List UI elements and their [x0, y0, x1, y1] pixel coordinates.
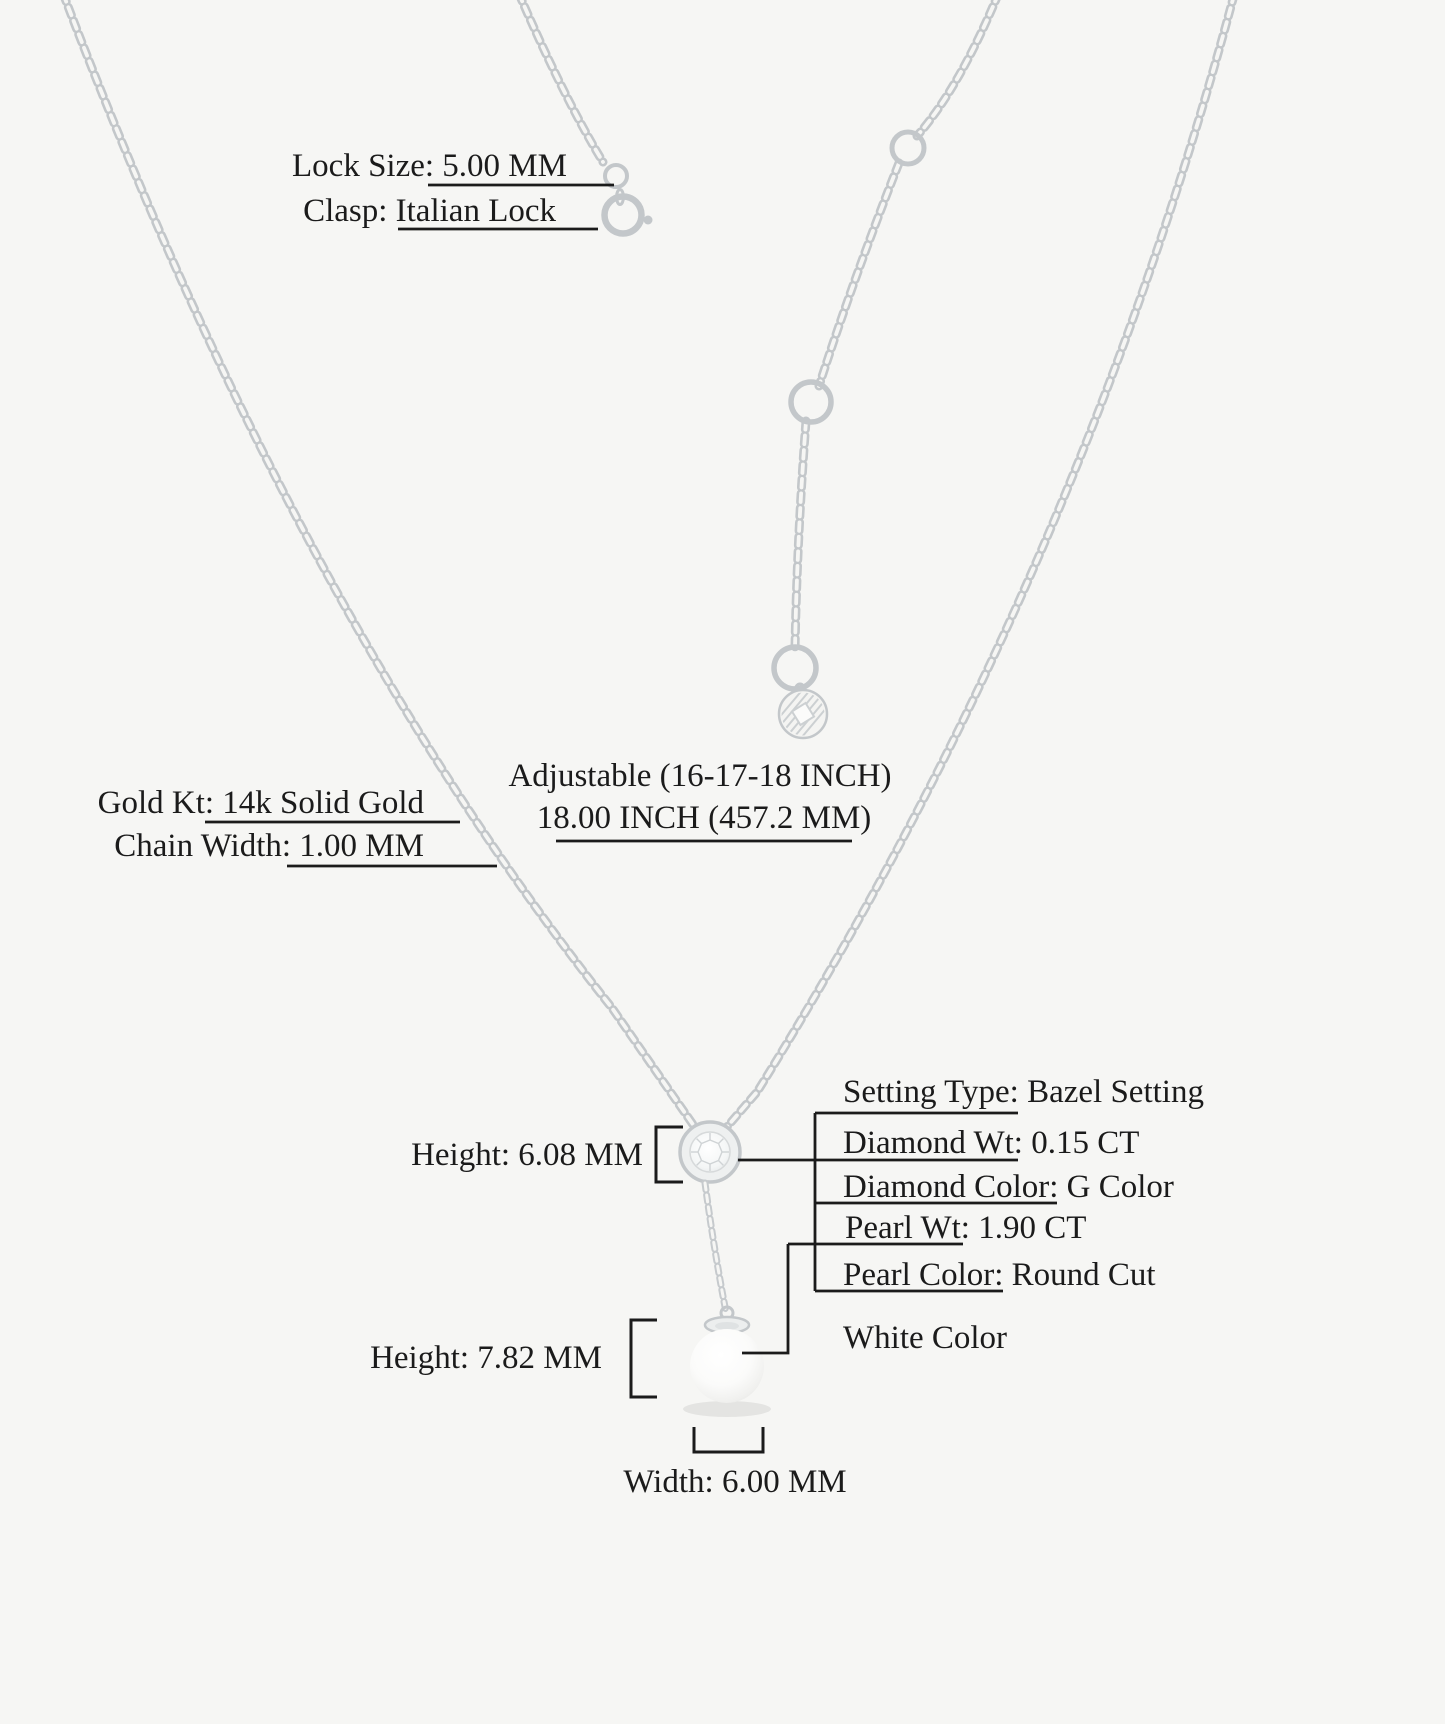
chain-width-label: Chain Width: 1.00 MM: [114, 828, 424, 864]
pearl-height-label: Height: 7.82 MM: [370, 1340, 602, 1376]
pearl-shadow: [683, 1401, 771, 1417]
diamond-height-label: Height: 6.08 MM: [411, 1137, 643, 1173]
clasp-lever-nub: [644, 216, 653, 225]
clasp-label: Clasp: Italian Lock: [303, 193, 556, 229]
lock-size-label: Lock Size: 5.00 MM: [292, 148, 567, 184]
pearl: [690, 1329, 764, 1403]
pearl-width-label: Width: 6.00 MM: [623, 1464, 847, 1500]
diamond-pendant: [680, 1122, 740, 1182]
pearl-weight-label: Pearl Wt: 1.90 CT: [845, 1210, 1087, 1246]
gold-karat-label: Gold Kt: 14k Solid Gold: [97, 785, 424, 821]
adjustable-length-label-line2: 18.00 INCH (457.2 MM): [536, 800, 872, 836]
pearl-color-label-line1: Pearl Color: Round Cut: [843, 1257, 1156, 1293]
pearl-color-label-line2: White Color: [843, 1320, 1008, 1356]
diamond-weight-label: Diamond Wt: 0.15 CT: [843, 1125, 1140, 1161]
diamond-color-label: Diamond Color: G Color: [843, 1169, 1174, 1205]
pearl-cap-inner: [715, 1322, 739, 1330]
adjustable-length-label-line1: Adjustable (16-17-18 INCH): [508, 758, 892, 794]
setting-type-label: Setting Type: Bazel Setting: [843, 1074, 1204, 1110]
